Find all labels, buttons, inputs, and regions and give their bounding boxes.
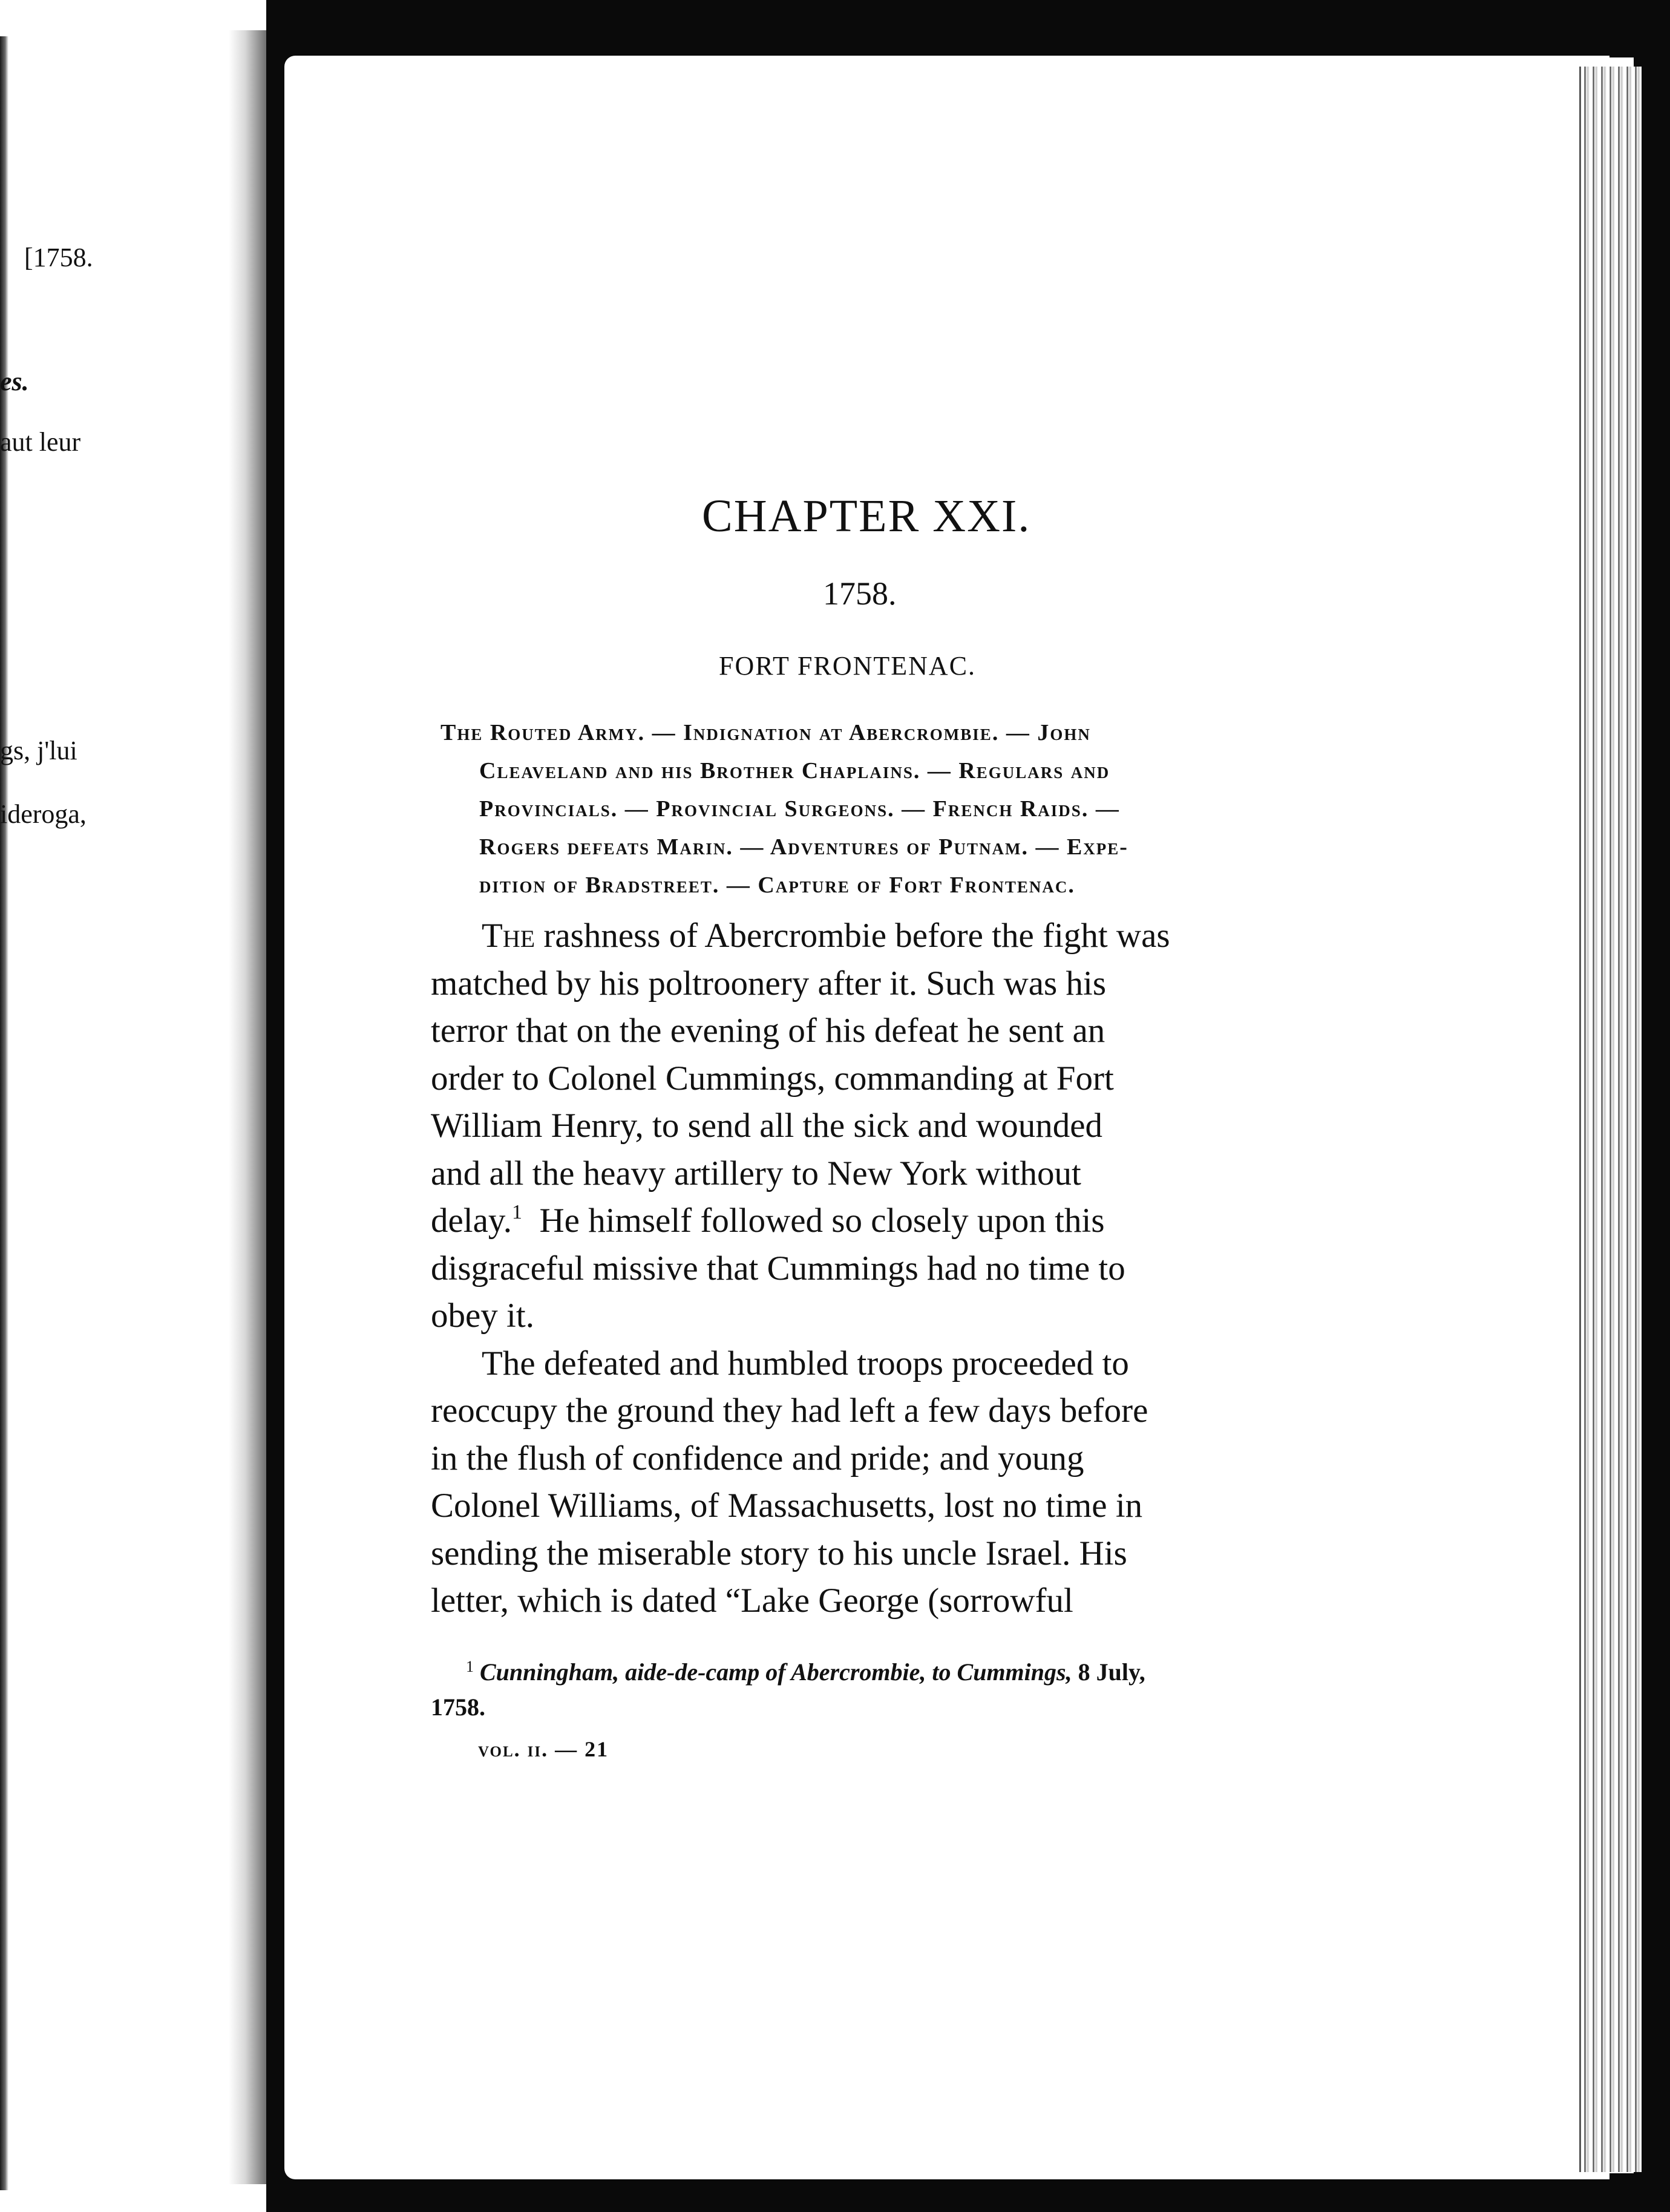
body-line: letter, which is dated “Lake George (sorrowful — [431, 1582, 1073, 1620]
synopsis-line: Provincials. — Provincial Surgeons. — French Raids. — — [479, 796, 1120, 822]
footnote — [431, 1655, 1290, 1725]
footnote-citation: Cunningham, aide-de-camp of Abercrombie, to Cummings, — [480, 1658, 1072, 1686]
synopsis-line: dition of Bradstreet. — Capture of Fort Frontenac. — [479, 872, 1075, 898]
body-line: The defeated and humbled troops proceeded to — [482, 1344, 1129, 1382]
left-fragment-line: aut leur — [0, 427, 81, 457]
synopsis-line: The Routed Army. — Indignation at Abercrombie. — John — [440, 720, 1091, 745]
body-line: in the flush of confidence and pride; and young — [431, 1439, 1084, 1477]
synopsis-line: Rogers defeats Marin. — Adventures of Putnam. — Expe- — [479, 834, 1128, 860]
body-line: order to Colonel Cummings, commanding at Fort — [431, 1059, 1114, 1098]
synopsis-line: Cleaveland and his Brother Chaplains. — Regulars and — [479, 758, 1110, 784]
body-line: Colonel Williams, of Massachusetts, lost no time in — [431, 1487, 1143, 1525]
footnote-reference: 1 — [511, 1201, 522, 1223]
scan-border-top — [266, 0, 1670, 57]
body-line: matched by his poltroonery after it. Such was his — [431, 964, 1107, 1003]
body-line: terror that on the evening of his defeat he sent an — [431, 1012, 1105, 1050]
body-line-text: He himself followed so closely upon this — [522, 1202, 1105, 1240]
footnote-line — [431, 1655, 1290, 1690]
signature-mark: vol. ii. — 21 — [478, 1737, 609, 1761]
left-edge-shadow — [0, 36, 8, 2190]
body-line: and all the heavy artillery to New York without — [431, 1154, 1081, 1193]
footnote-continuation: 1758. — [431, 1693, 485, 1721]
left-page-gutter — [229, 30, 269, 2184]
left-fragment-line: gs, j'lui — [0, 736, 77, 765]
chapter-subject: FORT FRONTENAC. — [719, 651, 977, 681]
footnote-date: 8 July, — [1072, 1658, 1145, 1686]
previous-page-fragment — [0, 0, 269, 2212]
body-line: William Henry, to send all the sick and wounded — [431, 1107, 1102, 1145]
body-line: disgraceful missive that Cummings had no time to — [431, 1249, 1125, 1288]
body-line — [431, 912, 1285, 960]
body-line: obey it. — [431, 1297, 534, 1335]
body-line-text: rashness of Abercrombie before the fight was — [535, 917, 1170, 955]
body-line — [431, 1197, 1285, 1245]
footnote-line — [431, 1690, 1290, 1725]
left-fragment-line: ideroga, — [0, 799, 87, 829]
body-text — [431, 912, 1285, 1625]
page-stack-edge — [1579, 67, 1642, 2172]
chapter-heading: CHAPTER XXI. — [702, 491, 1031, 542]
left-fragment-line: es. — [0, 367, 29, 396]
body-line: sending the miserable story to his uncle Israel. His — [431, 1534, 1127, 1572]
left-running-head: [1758. — [24, 243, 93, 272]
body-line-text: delay. — [431, 1202, 512, 1240]
body-line: reoccupy the ground they had left a few days before — [431, 1392, 1148, 1430]
chapter-synopsis — [440, 714, 1294, 905]
chapter-year: 1758. — [823, 575, 897, 612]
footnote-marker: 1 — [466, 1658, 474, 1675]
lead-word: The — [482, 917, 535, 955]
